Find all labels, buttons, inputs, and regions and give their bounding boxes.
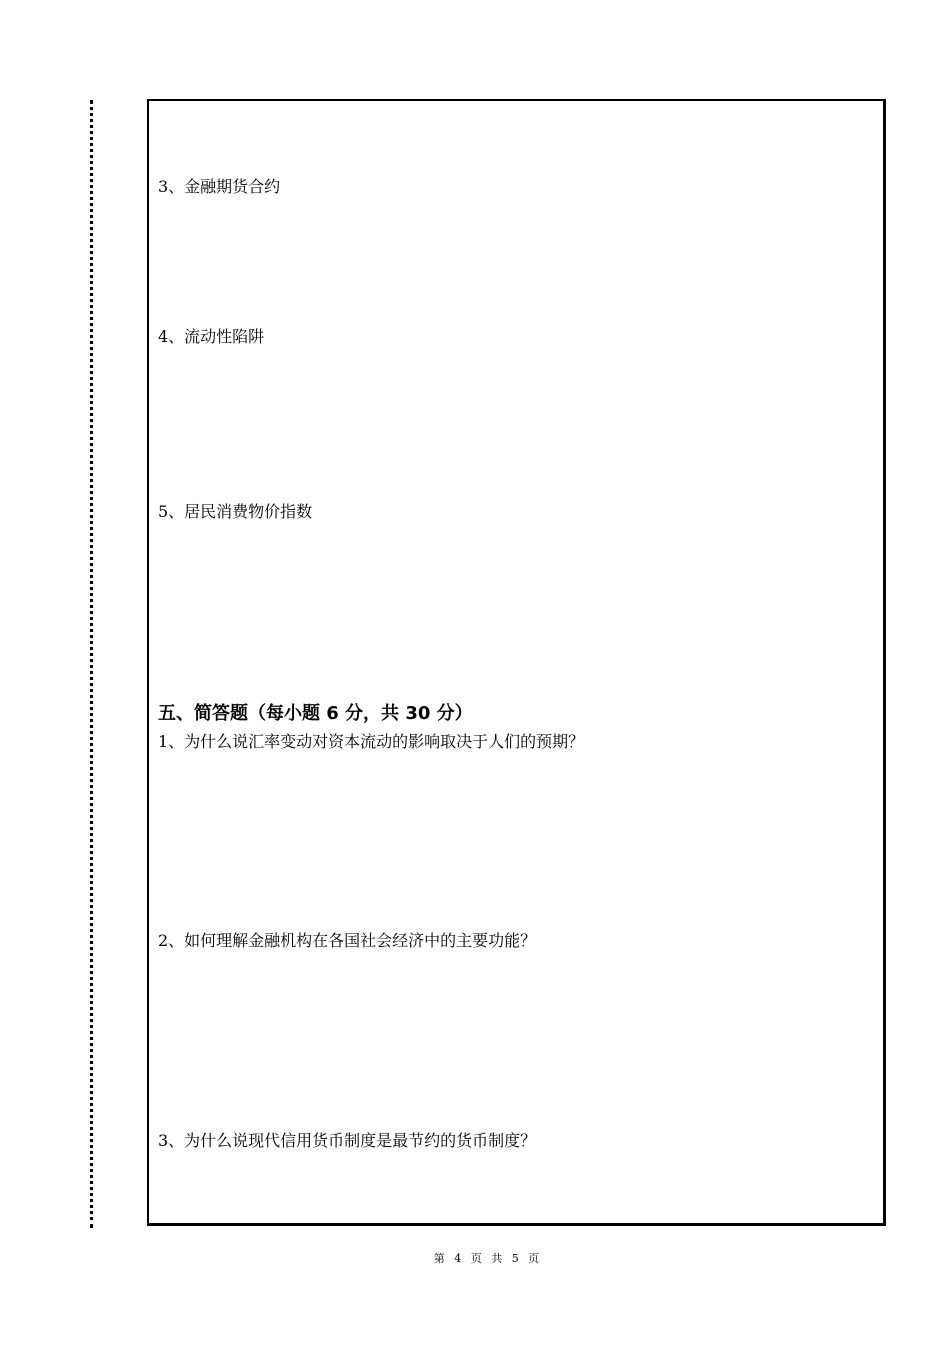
section-heading-short-answer: 五、简答题（每小题 6 分，共 30 分）: [158, 703, 473, 724]
definition-question-4: 4、流动性陷阱: [158, 327, 265, 346]
binding-dotted-line: [90, 100, 93, 1228]
definition-question-3: 3、金融期货合约: [158, 177, 281, 196]
short-answer-question-2: 2、如何理解金融机构在各国社会经济中的主要功能？: [158, 931, 537, 950]
answer-area-frame: [147, 99, 886, 1226]
page-number-footer: 第 4 页 共 5 页: [433, 1252, 543, 1265]
short-answer-question-3: 3、为什么说现代信用货币制度是最节约的货币制度？: [158, 1131, 537, 1150]
definition-question-5: 5、居民消费物价指数: [158, 502, 313, 521]
short-answer-question-1: 1、为什么说汇率变动对资本流动的影响取决于人们的预期？: [158, 732, 585, 751]
